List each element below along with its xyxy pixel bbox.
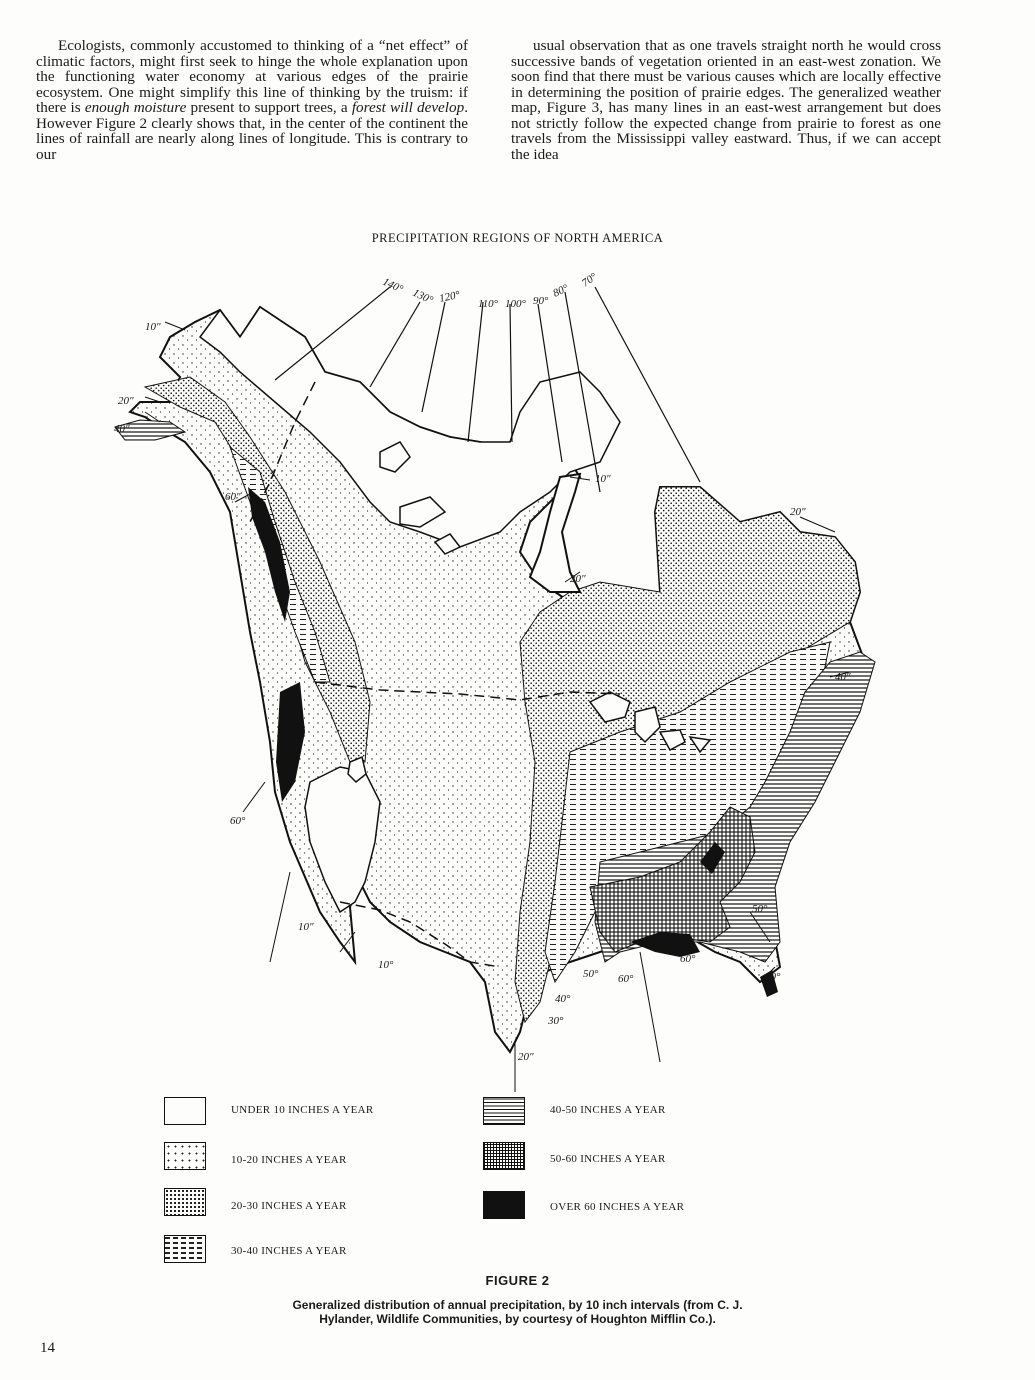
- legend-label-40-50: 40-50 INCHES A YEAR: [550, 1104, 666, 1116]
- legend-label-under-10: UNDER 10 INCHES A YEAR: [231, 1104, 374, 1116]
- legend-label-50-60: 50-60 INCHES A YEAR: [550, 1153, 666, 1165]
- isohyet-label: 60°: [680, 953, 696, 965]
- legend-swatch-30-40: [164, 1235, 206, 1263]
- legend-swatch-over-60: [483, 1191, 525, 1219]
- map-title: PRECIPITATION REGIONS OF NORTH AMERICA: [371, 231, 664, 245]
- longitude-label: 110°: [478, 298, 499, 310]
- isohyet-label: 20": [790, 506, 806, 518]
- isohyet-label: 20": [570, 573, 586, 585]
- italic-phrase: enough moisture: [84, 99, 187, 116]
- isohyet-label: 10": [145, 321, 161, 333]
- longitude-label: 100°: [505, 298, 526, 310]
- isohyet-label: 10": [298, 921, 314, 933]
- longitude-label: 90°: [533, 295, 549, 307]
- isohyet-label: 50°: [752, 903, 768, 915]
- legend-label-20-30: 20-30 INCHES A YEAR: [231, 1200, 347, 1212]
- isohyet-label: 60": [225, 491, 241, 503]
- isohyet-label: 50°: [583, 968, 599, 980]
- italic-phrase: forest will develop: [351, 99, 465, 116]
- isohyet-label: 40°: [555, 993, 571, 1005]
- legend-label-10-20: 10-20 INCHES A YEAR: [231, 1154, 347, 1166]
- body-text-left-column: Ecologists, commonly accustomed to thinking of a “net effect” of climatic factors, might first seek to hinge the whole explanation upon the functioning water economy at various edges of the prairie ecosystem. One might simplify this line of thinking by the truism: if there is enough moisture present to support trees, a forest will develop. However Figure 2 clearly shows that, in the center of the continent the lines of rainfall are nearly along lines of longitude. This is contrary to our: [36, 37, 468, 163]
- legend-swatch-20-30: [164, 1188, 206, 1216]
- longitude-label: 80°: [551, 282, 571, 300]
- legend-swatch-under-10: [164, 1097, 206, 1125]
- legend-label-30-40: 30-40 INCHES A YEAR: [231, 1245, 347, 1257]
- isohyet-label: 20": [518, 1051, 534, 1063]
- longitude-label: 140°: [380, 275, 405, 296]
- longitude-label: 70°: [579, 270, 600, 290]
- isohyet-label: 60°: [765, 971, 781, 983]
- page-number: 14: [40, 1340, 55, 1356]
- legend-label-over-60: OVER 60 INCHES A YEAR: [550, 1201, 685, 1213]
- isohyet-label: 60°: [618, 973, 634, 985]
- isohyet-label: 40": [835, 671, 851, 683]
- figure-title: FIGURE 2: [485, 1273, 550, 1288]
- legend-swatch-50-60: [483, 1142, 525, 1170]
- isohyet-label: 20": [118, 395, 134, 407]
- isohyet-label: 10": [595, 473, 611, 485]
- legend-swatch-40-50: [483, 1097, 525, 1125]
- isohyet-label: 10°: [378, 959, 394, 971]
- isohyet-label: 40": [114, 423, 130, 435]
- longitude-label: 130°: [410, 286, 435, 307]
- precipitation-map: [100, 262, 940, 1092]
- isohyet-label: 30°: [548, 1015, 564, 1027]
- legend-swatch-10-20: [164, 1142, 206, 1170]
- isohyet-label: 60°: [230, 815, 246, 827]
- body-text-right-column: usual observation that as one travels straight north he would cross successive bands of vegetation oriented in an east-west zonation. We soon find that there must be various causes which are locally effective in determining the position of prairie edges. The generalized weather map, Figure 3, has many lines in an east-west arrangement but does not strictly follow the expected change from prairie to forest as one travels from the Mississippi valley eastward. Thus, if we can accept the idea: [511, 37, 941, 163]
- figure-caption: Generalized distribution of annual precipitation, by 10 inch intervals (from C. J. Hylander, Wildlife Communities, by courtesy of Houghton Mifflin Co.).: [292, 1298, 743, 1326]
- longitude-label: 120°: [438, 288, 462, 305]
